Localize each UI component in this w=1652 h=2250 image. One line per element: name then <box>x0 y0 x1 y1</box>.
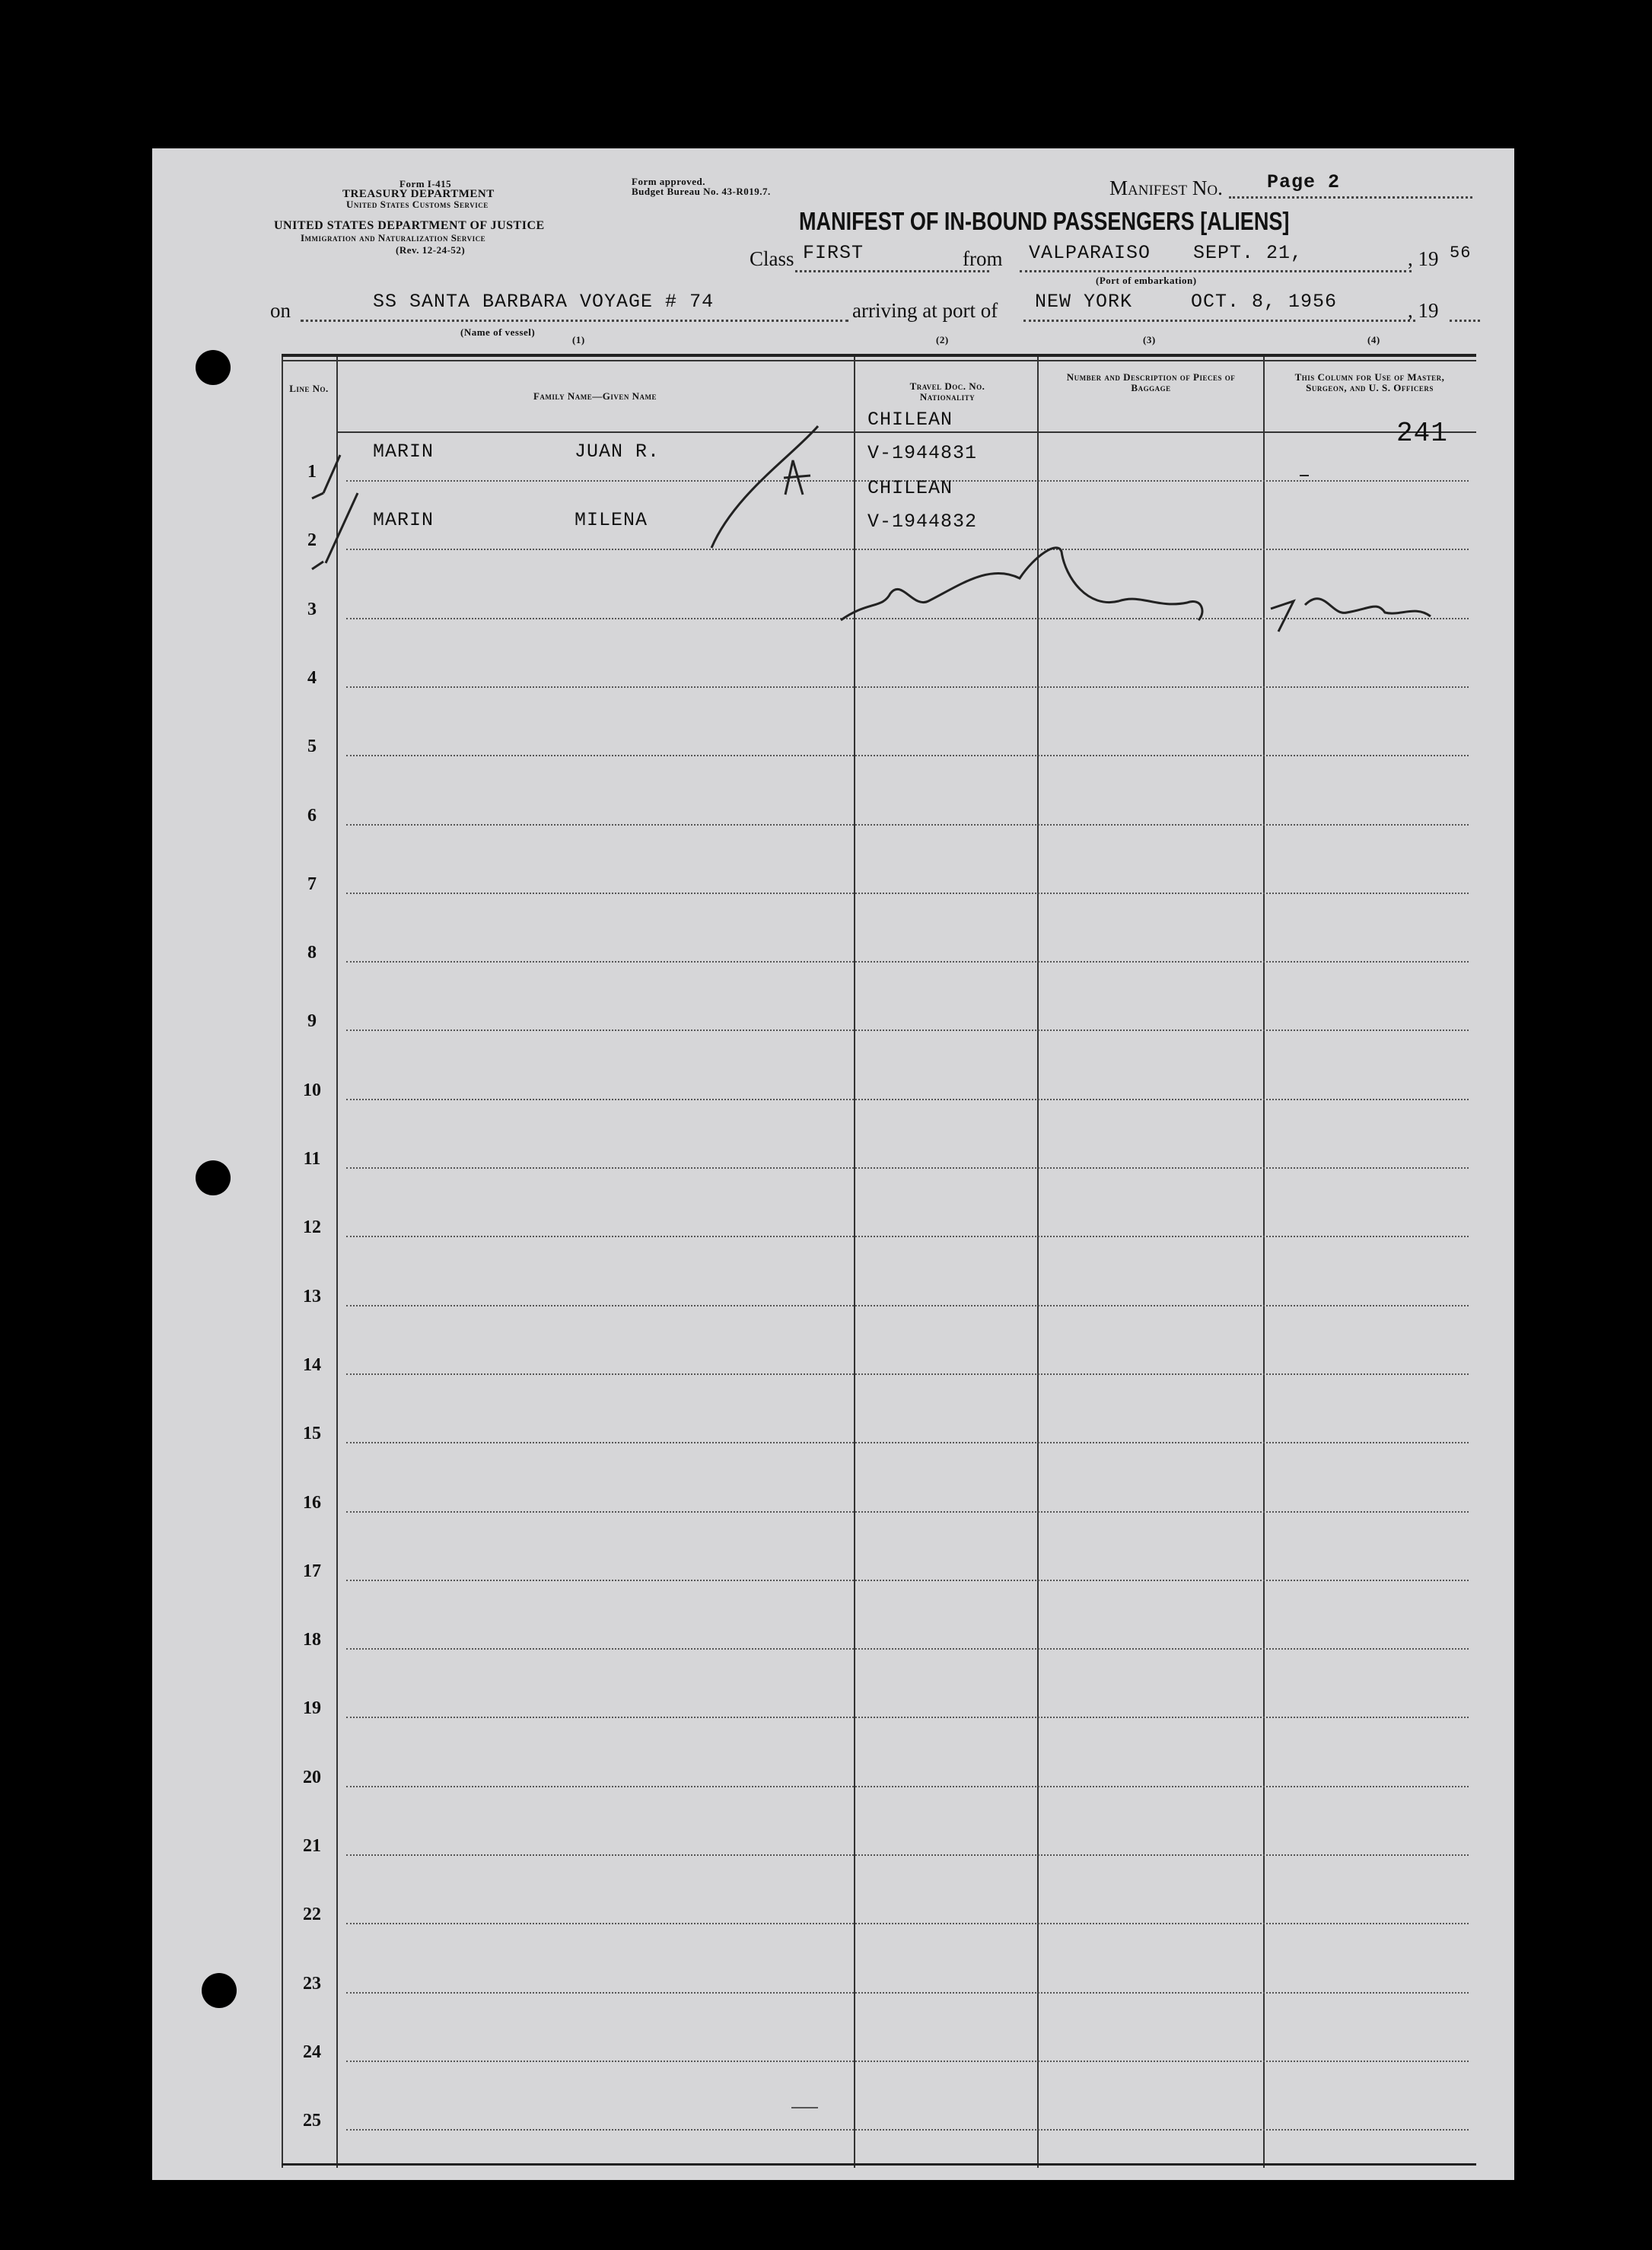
column-number-2: (2) <box>936 334 949 345</box>
row-dotted-line <box>346 2129 1469 2131</box>
row-dotted-line <box>346 1030 1469 1031</box>
column-number-4: (4) <box>1367 334 1380 345</box>
line-number: 7 <box>307 874 317 894</box>
row-dotted-line <box>346 1854 1469 1856</box>
revision-date: (Rev. 12-24-52) <box>396 244 466 256</box>
officer-entry: 241 <box>1396 418 1448 449</box>
row-dotted-line <box>346 1580 1469 1581</box>
port-of-embarkation-caption: (Port of embarkation) <box>1096 275 1197 286</box>
class-label: Class <box>750 247 794 270</box>
from-label: from <box>963 247 1003 270</box>
row-dotted-line <box>346 1992 1469 1994</box>
line-number: 1 <box>307 462 317 482</box>
row-dotted-line <box>346 893 1469 894</box>
justice-department: UNITED STATES DEPARTMENT OF JUSTICE <box>274 219 545 232</box>
line-number: 4 <box>307 667 317 688</box>
form-approved: Form approved. <box>632 176 706 187</box>
row-dotted-line <box>346 1305 1469 1306</box>
manifest-number-value: Page 2 <box>1267 171 1341 193</box>
embarkation-port: VALPARAISO <box>1029 242 1151 264</box>
line-number: 10 <box>303 1080 321 1100</box>
vessel-caption: (Name of vessel) <box>460 326 536 338</box>
line-number: 8 <box>307 943 317 963</box>
embarkation-date: SEPT. 21, <box>1193 242 1303 264</box>
row-dotted-line <box>346 2061 1469 2062</box>
row-dotted-line <box>346 1717 1469 1718</box>
column-divider-doc <box>854 357 855 2168</box>
row-dotted-line <box>346 824 1469 826</box>
table-bottom-rule <box>282 2163 1476 2166</box>
punch-hole-middle <box>196 1160 231 1195</box>
header-baggage: Number and Description of Pieces of Baggage <box>1066 371 1236 393</box>
family-name: MARIN <box>373 509 434 532</box>
row-dotted-line <box>346 549 1469 550</box>
class-value: FIRST <box>803 242 864 264</box>
on-label: on <box>270 299 291 322</box>
travel-doc-number: V-1944831 <box>867 442 978 464</box>
arrival-date: OCT. 8, 1956 <box>1191 291 1338 313</box>
column-divider-name <box>336 357 338 2168</box>
column-divider-line <box>282 357 283 2168</box>
from-line <box>1020 270 1412 272</box>
row-dotted-line <box>346 1373 1469 1375</box>
row-dotted-line <box>346 1923 1469 1924</box>
header-officers: This Column for Use of Master, Surgeon, and U. S. Officers <box>1294 371 1445 393</box>
arrival-line <box>1023 320 1415 322</box>
travel-doc-number: V-1944832 <box>867 511 978 533</box>
line-number: 2 <box>307 530 317 551</box>
class-line <box>795 270 989 272</box>
line-number: 12 <box>303 1217 321 1238</box>
line-number: 13 <box>303 1286 321 1306</box>
row-dotted-line <box>346 618 1469 619</box>
vessel-line <box>301 320 848 322</box>
arrival-port: NEW YORK <box>1035 291 1133 313</box>
row-dotted-line <box>346 1236 1469 1237</box>
column-number-3: (3) <box>1143 334 1156 345</box>
line-number: 11 <box>303 1149 321 1169</box>
row-dotted-line <box>346 755 1469 756</box>
nationality: CHILEAN <box>867 477 953 500</box>
manifest-title: MANIFEST OF IN-BOUND PASSENGERS [ALIENS] <box>799 207 1290 235</box>
line-number: 15 <box>303 1424 321 1444</box>
form-number: Form I-415 <box>399 178 452 189</box>
vessel-name: SS SANTA BARBARA VOYAGE # 74 <box>373 291 715 313</box>
row-dotted-line <box>346 1511 1469 1513</box>
row-dotted-line <box>346 1442 1469 1443</box>
row-dotted-line <box>346 1167 1469 1169</box>
column-divider-officers <box>1263 357 1265 2168</box>
line-number: 17 <box>303 1561 321 1581</box>
line-number: 3 <box>307 599 317 619</box>
punch-hole-bottom <box>202 1973 237 2008</box>
manifest-number-label: Manifest No. <box>1109 177 1223 199</box>
row-dotted-line <box>346 1099 1469 1100</box>
column-number-1: (1) <box>572 334 585 345</box>
given-name: MILENA <box>575 509 648 532</box>
line-number: 21 <box>303 1836 321 1856</box>
header-family-name: Family Name—Given Name <box>533 390 657 402</box>
embarkation-year-prefix: , 19 <box>1408 247 1439 270</box>
row-dotted-line <box>346 1786 1469 1787</box>
treasury-department: TREASURY DEPARTMENT <box>342 188 495 200</box>
line-number: 22 <box>303 1905 321 1925</box>
line-number: 19 <box>303 1698 321 1719</box>
customs-service: United States Customs Service <box>346 199 489 210</box>
row-dotted-line <box>346 686 1469 688</box>
arrival-year: , 19 <box>1408 299 1439 322</box>
line-number: 25 <box>303 2111 321 2131</box>
header-line-no: Line No. <box>289 383 329 394</box>
row-dotted-line <box>346 1648 1469 1650</box>
nationality: CHILEAN <box>867 409 953 431</box>
family-name: MARIN <box>373 441 434 463</box>
passenger-table <box>282 354 1476 2168</box>
line-number: 9 <box>307 1011 317 1032</box>
punch-hole-top <box>196 350 231 385</box>
line-number: 6 <box>307 805 317 826</box>
column-divider-baggage <box>1037 357 1039 2168</box>
line-number: 23 <box>303 1973 321 1994</box>
given-name: JUAN R. <box>575 441 660 463</box>
line-number: 16 <box>303 1492 321 1513</box>
budget-bureau: Budget Bureau No. 43-R019.7. <box>632 186 771 197</box>
row-dotted-line <box>346 961 1469 963</box>
ins-label: Immigration and Naturalization Service <box>301 232 486 243</box>
line-number: 5 <box>307 737 317 757</box>
embarkation-year-suffix: 56 <box>1450 243 1472 263</box>
line-number: 14 <box>303 1354 321 1375</box>
line-number: 20 <box>303 1767 321 1787</box>
arriving-label: arriving at port of <box>852 299 998 322</box>
header-bottom-rule <box>336 431 1476 433</box>
arrival-year-line <box>1450 320 1480 322</box>
header-travel-doc: Travel Doc. No. Nationality <box>909 380 985 403</box>
line-number: 24 <box>303 2042 321 2062</box>
line-number: 18 <box>303 1630 321 1650</box>
manifest-number-line <box>1229 196 1472 199</box>
